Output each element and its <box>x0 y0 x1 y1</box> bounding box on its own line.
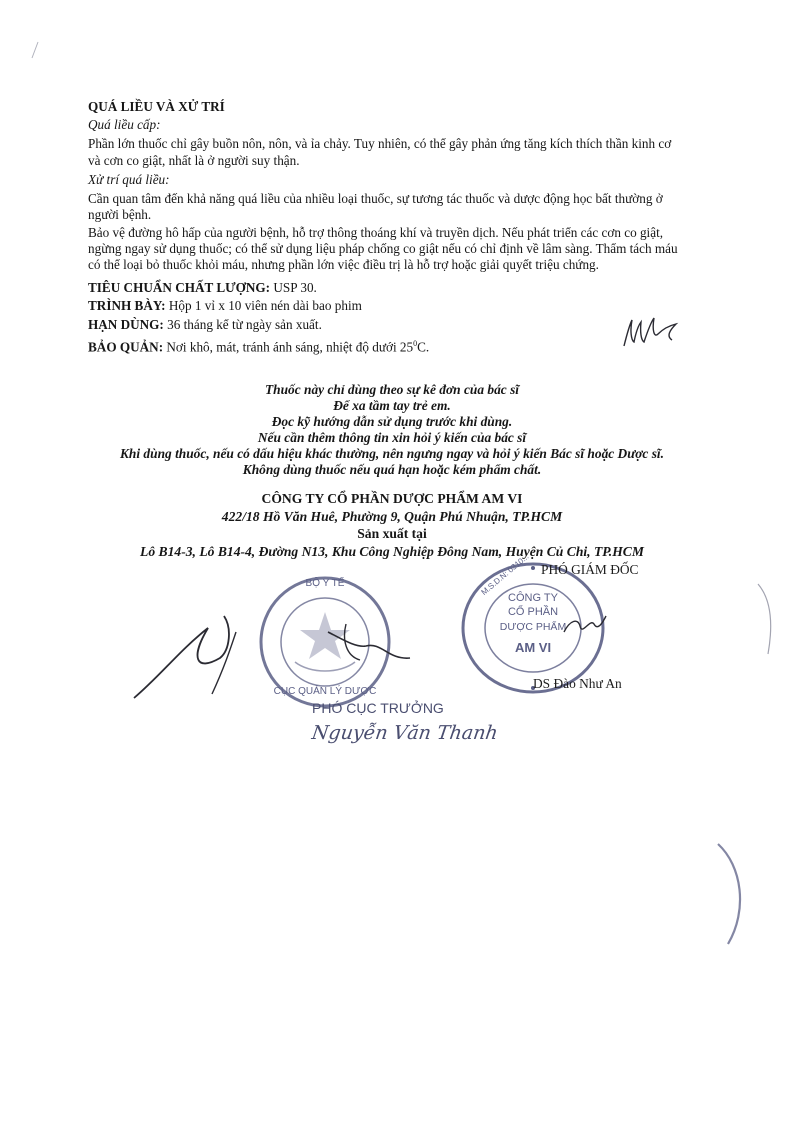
initials-signature <box>618 312 690 352</box>
acute-overdose-subheading: Quá liều cấp: <box>88 117 161 132</box>
storage-value: Nơi khô, mát, tránh ánh sáng, nhiệt độ dưới 25 <box>163 339 414 355</box>
company-seal-line3: DƯỢC PHẨM <box>499 621 567 633</box>
overdose-heading: QUÁ LIỀU VÀ XỬ TRÍ <box>88 99 225 114</box>
storage-label: BẢO QUẢN: <box>88 339 164 355</box>
company-seal-line2: CỔ PHẦN <box>507 606 559 618</box>
storage-unit: C. <box>417 339 430 355</box>
quality-standard-label: TIÊU CHUẨN CHẤT LƯỢNG: <box>88 280 271 295</box>
treatment-text-5: có thể loại bỏ thuốc khỏi máu, nhưng phần lớn việc điều trị là hỗ trợ hoặc giải quyết triệu chứng. <box>88 257 599 272</box>
warning-children: Để xa tầm tay trẻ em. <box>333 398 451 413</box>
factory-address: Lô B14-3, Lô B14-4, Đường N13, Khu Công Nghiệp Đông Nam, Huyện Củ Chi, TP.HCM <box>140 544 644 559</box>
treatment-text-3: Bảo vệ đường hô hấp của người bệnh, hỗ trợ thông thoáng khí và truyền dịch. Nếu phát triển các cơn co giật, <box>88 225 664 240</box>
acute-overdose-text-2: và cơn co giật, nhất là ở người suy thận. <box>88 153 300 168</box>
treatment-text-1: Cần quan tâm đến khả năng quá liều của nhiều loại thuốc, sự tương tác thuốc và dược động học bất thường ở <box>88 191 663 206</box>
expiry <box>88 317 706 334</box>
expiry-value: 36 tháng kể từ ngày sản xuất. <box>163 317 322 332</box>
director-name: DS Đào Như An <box>533 676 622 691</box>
warning-expired: Không dùng thuốc nếu quá hạn hoặc kém phẩm chất. <box>242 462 542 477</box>
company-seal-line1: CÔNG TY <box>508 592 558 604</box>
company-name: CÔNG TY CỔ PHẦN DƯỢC PHẨM AM VI <box>261 491 523 506</box>
warning-unusual-signs: Khi dùng thuốc, nếu có dấu hiệu khác thường, nên ngưng ngay và hỏi ý kiến Bác sĩ hoặc Dược sĩ. <box>119 446 665 461</box>
manufactured-at-label: Sản xuất tại <box>357 526 427 541</box>
storage-degree: 0 <box>413 339 418 348</box>
deputy-title: PHÓ CỤC TRƯỞNG <box>312 700 444 716</box>
scan-edge-mark-lower <box>698 840 758 950</box>
warning-ask-doctor: Nếu cần thêm thông tin xin hỏi ý kiến của bác sĩ <box>257 430 527 445</box>
ministry-seal-top-text: BỘ Y TẾ <box>305 578 345 589</box>
presentation-label: TRÌNH BÀY: <box>88 298 166 313</box>
company-address: 422/18 Hồ Văn Huê, Phường 9, Quận Phú Nhuận, TP.HCM <box>221 509 563 524</box>
deputy-signature <box>120 598 420 708</box>
expiry-label: HẠN DÙNG: <box>88 317 164 332</box>
overdose-treatment-subheading: Xử trí quá liều: <box>88 172 170 187</box>
quality-standard-value: USP 30. <box>270 280 317 295</box>
treatment-text-2: người bệnh. <box>88 207 152 222</box>
warning-read-instructions: Đọc kỹ hướng dẫn sử dụng trước khi dùng. <box>271 414 513 429</box>
presentation-value: Hộp 1 vỉ x 10 viên nén dài bao phim <box>165 298 362 313</box>
company-seal-ring-text: M.S.D.N: 0310... <box>479 552 531 597</box>
storage <box>88 336 706 356</box>
quality-standard <box>88 280 706 297</box>
director-title: PHÓ GIÁM ĐỐC <box>541 562 639 577</box>
scan-edge-mark-upper <box>752 580 782 660</box>
warning-prescription: Thuốc này chỉ dùng theo sự kê đơn của bác sĩ <box>264 382 520 397</box>
deputy-name: Nguyễn Văn Thanh <box>310 722 500 744</box>
company-seal-line4: AM VI <box>514 640 552 655</box>
director-signature <box>560 610 608 644</box>
ministry-seal-bottom-text: CỤC QUẢN LÝ DƯỢC <box>273 686 377 697</box>
presentation <box>88 298 706 315</box>
treatment-text-4: ngừng ngay sử dụng thuốc; có thể sử dụng liệu pháp chống co giật nếu có chỉ định về lâm sàng. Thẩm tách máu <box>88 241 678 256</box>
scan-speck <box>28 38 42 62</box>
acute-overdose-text-1: Phần lớn thuốc chỉ gây buồn nôn, nôn, và ỉa chảy. Tuy nhiên, có thể gây phản ứng tăng kích thích thần kinh cơ <box>88 136 672 151</box>
